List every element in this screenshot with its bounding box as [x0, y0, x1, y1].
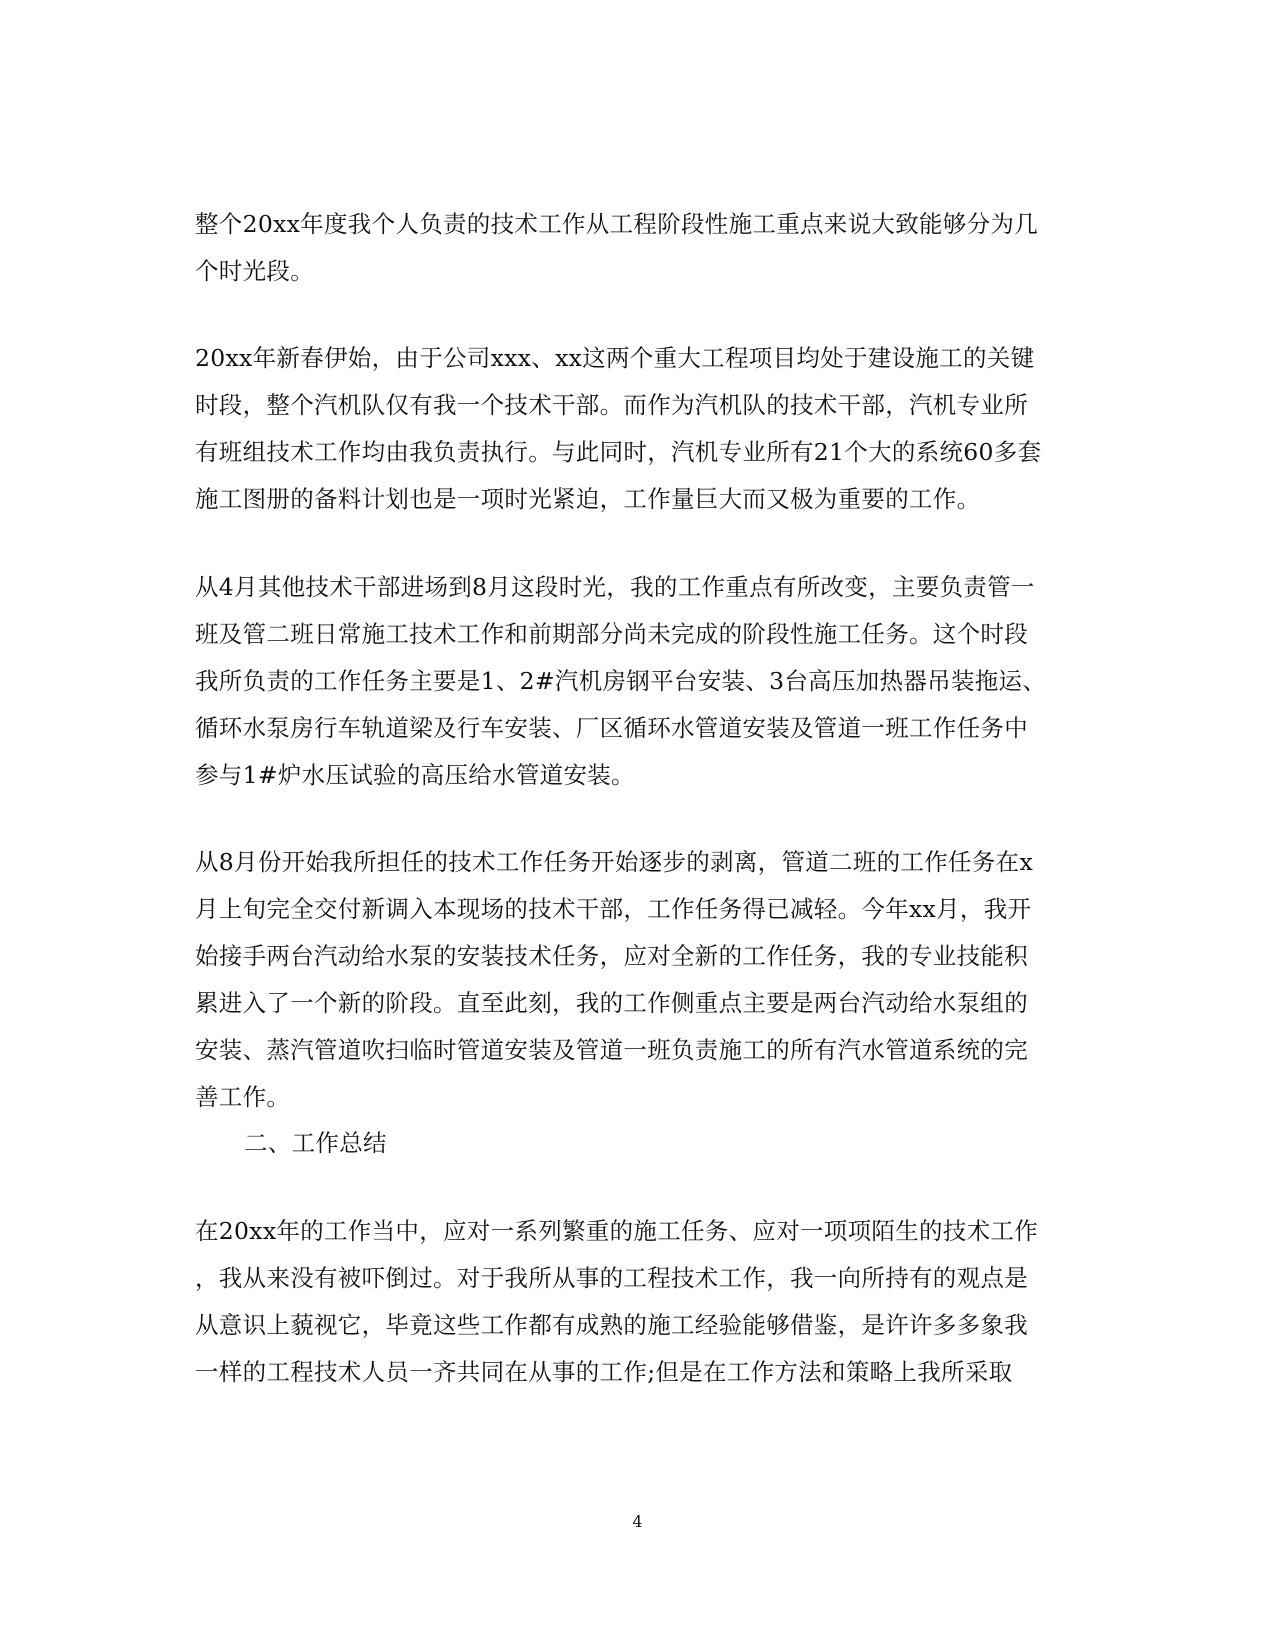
paragraph-4-line-1: 从8月份开始我所担任的技术工作任务开始逐步的剥离，管道二班的工作任务在x [195, 848, 1034, 876]
paragraph-6-line-3: 从意识上藐视它，毕竟这些工作都有成熟的施工经验能够借鉴，是许许多多象我 [195, 1311, 1028, 1339]
paragraph-2-line-1: 20xx年新春伊始，由于公司xxx、xx这两个重大工程项目均处于建设施工的关键 [195, 344, 1035, 372]
paragraph-6-line-1: 在20xx年的工作当中，应对一系列繁重的施工任务、应对一项项陌生的技术工作 [195, 1217, 1039, 1245]
paragraph-4-line-6: 善工作。 [195, 1083, 291, 1111]
paragraph-4-line-2: 月上旬完全交付新调入本现场的技术干部，工作任务得已减轻。今年xx月，我开 [195, 895, 1032, 923]
paragraph-3-line-2: 班及管二班日常施工技术工作和前期部分尚未完成的阶段性施工任务。这个时段 [195, 620, 1028, 648]
paragraph-3-line-4: 循环水泵房行车轨道梁及行车安装、厂区循环水管道安装及管道一班工作任务中 [195, 714, 1028, 742]
paragraph-2-line-2: 时段，整个汽机队仅有我一个技术干部。而作为汽机队的技术干部，汽机专业所 [195, 391, 1028, 419]
paragraph-1-line-1: 整个20xx年度我个人负责的技术工作从工程阶段性施工重点来说大致能够分为几 [195, 210, 1039, 238]
paragraph-2-line-3: 有班组技术工作均由我负责执行。与此同时，汽机专业所有21个大的系统60多套 [195, 438, 1042, 466]
paragraph-3-line-3: 我所负责的工作任务主要是1、2#汽机房钢平台安装、3台高压加热器吊装拖运、 [195, 667, 1047, 695]
paragraph-3-line-1: 从4月其他技术干部进场到8月这段时光，我的工作重点有所改变，主要负责管一 [195, 573, 1035, 601]
paragraph-4-line-5: 安装、蒸汽管道吹扫临时管道安装及管道一班负责施工的所有汽水管道系统的完 [195, 1036, 1028, 1064]
page-number: 4 [632, 1512, 643, 1531]
paragraph-4-line-3: 始接手两台汽动给水泵的安装技术任务，应对全新的工作任务，我的专业技能积 [195, 942, 1028, 970]
paragraph-2-line-4: 施工图册的备料计划也是一项时光紧迫，工作量巨大而又极为重要的工作。 [195, 485, 981, 513]
paragraph-3-line-5: 参与1#炉水压试验的高压给水管道安装。 [195, 761, 635, 789]
paragraph-1-line-2: 个时光段。 [195, 257, 314, 285]
paragraph-4-line-4: 累进入了一个新的阶段。直至此刻，我的工作侧重点主要是两台汽动给水泵组的 [195, 989, 1028, 1017]
section-heading: 二、工作总结 [244, 1129, 387, 1157]
paragraph-6-line-2: ，我从来没有被吓倒过。对于我所从事的工程技术工作，我一向所持有的观点是 [195, 1264, 1028, 1292]
paragraph-6-line-4: 一样的工程技术人员一齐共同在从事的工作;但是在工作方法和策略上我所采取 [195, 1358, 1013, 1386]
